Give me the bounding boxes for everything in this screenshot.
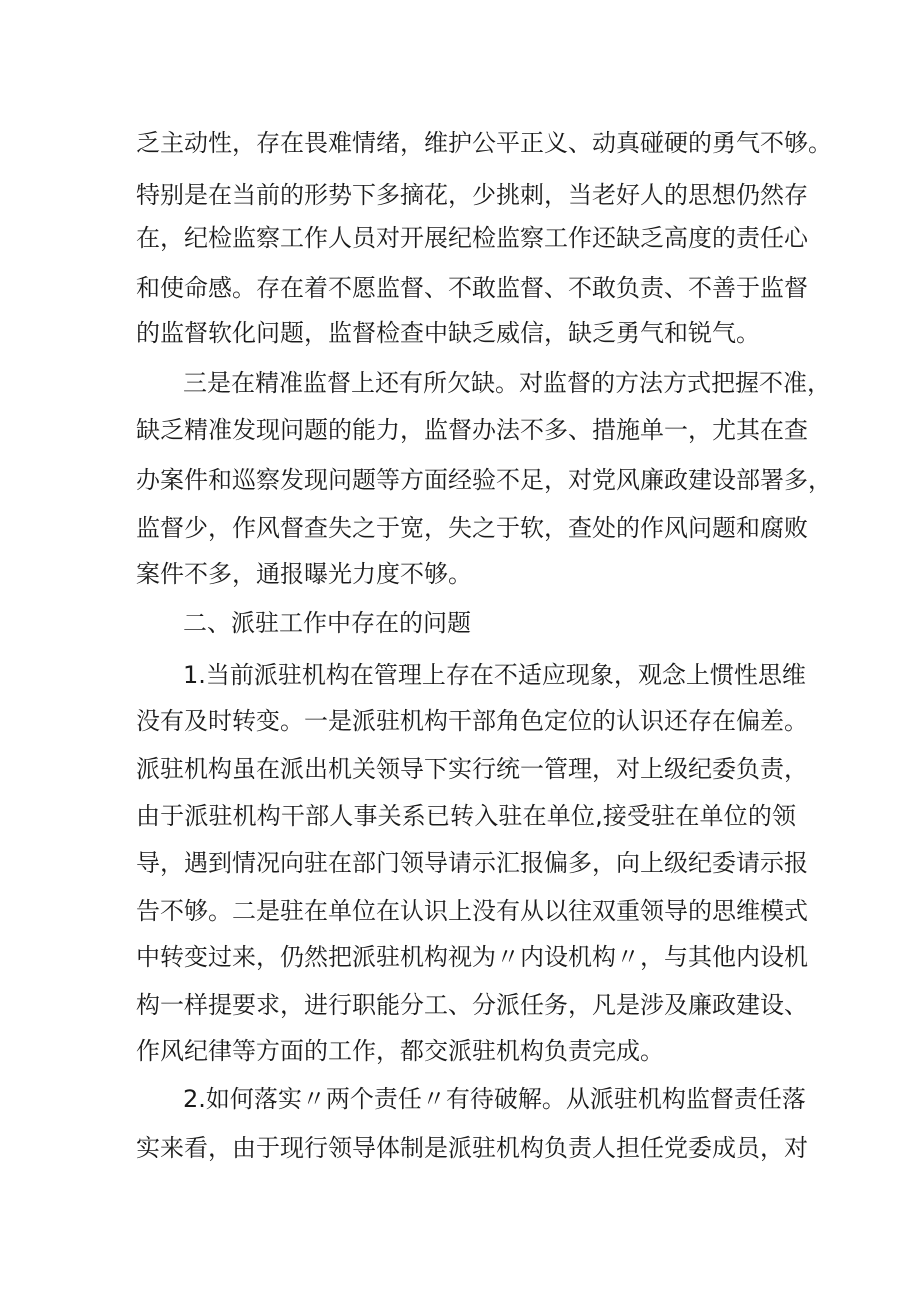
text-line: 办案件和巡察发现问题等方面经验不足，对党风廉政建设部署多， bbox=[136, 466, 832, 494]
text-line: 在，纪检监察工作人员对开展纪检监察工作还缺乏高度的责任心 bbox=[136, 224, 808, 252]
text-line: 和使命感。存在着不愿监督、不敢监督、不敢负责、不善于监督 bbox=[136, 274, 808, 302]
text-line: 由于派驻机构干部人事关系已转入驻在单位,接受驻在单位的领 bbox=[136, 802, 796, 830]
text-line: 的监督软化问题，监督检查中缺乏威信，缺乏勇气和锐气。 bbox=[136, 319, 760, 347]
text-line: 案件不多，通报曝光力度不够。 bbox=[136, 560, 472, 588]
text-line: 告不够。二是驻在单位在认识上没有从以往双重领导的思维模式 bbox=[136, 897, 808, 925]
paragraph-first-line: 1.当前派驻机构在管理上存在不适应现象，观念上惯性思维 bbox=[183, 661, 806, 689]
text-line: 监督少，作风督查失之于宽，失之于软，查处的作风问题和腐败 bbox=[136, 514, 808, 542]
text-line: 导，遇到情况向驻在部门领导请示汇报偏多，向上级纪委请示报 bbox=[136, 849, 808, 877]
text-line: 特别是在当前的形势下多摘花，少挑刺，当老好人的思想仍然存 bbox=[136, 181, 808, 209]
text-line: 中转变过来，仍然把派驻机构视为〃内设机构〃，与其他内设机 bbox=[136, 943, 808, 971]
text-line: 缺乏精准发现问题的能力，监督办法不多、措施单一，尤其在查 bbox=[136, 416, 808, 444]
text-line: 乏主动性，存在畏难情绪，维护公平正义、动真碰硬的勇气不够。 bbox=[136, 129, 832, 157]
text-line: 构一样提要求，进行职能分工、分派任务，凡是涉及廉政建设、 bbox=[136, 991, 808, 1019]
text-line: 派驻机构虽在派出机关领导下实行统一管理，对上级纪委负责， bbox=[136, 755, 808, 783]
text-line: 没有及时转变。一是派驻机构干部角色定位的认识还存在偏差。 bbox=[136, 707, 808, 735]
section-heading: 二、派驻工作中存在的问题 bbox=[183, 609, 471, 637]
paragraph-first-line: 2.如何落实〃两个责任〃有待破解。从派驻机构监督责任落 bbox=[183, 1085, 806, 1113]
paragraph-first-line: 三是在精准监督上还有所欠缺。对监督的方法方式把握不准， bbox=[183, 369, 831, 397]
text-line: 作风纪律等方面的工作，都交派驻机构负责完成。 bbox=[136, 1037, 664, 1065]
text-line: 实来看，由于现行领导体制是派驻机构负责人担任党委成员，对 bbox=[136, 1134, 808, 1162]
